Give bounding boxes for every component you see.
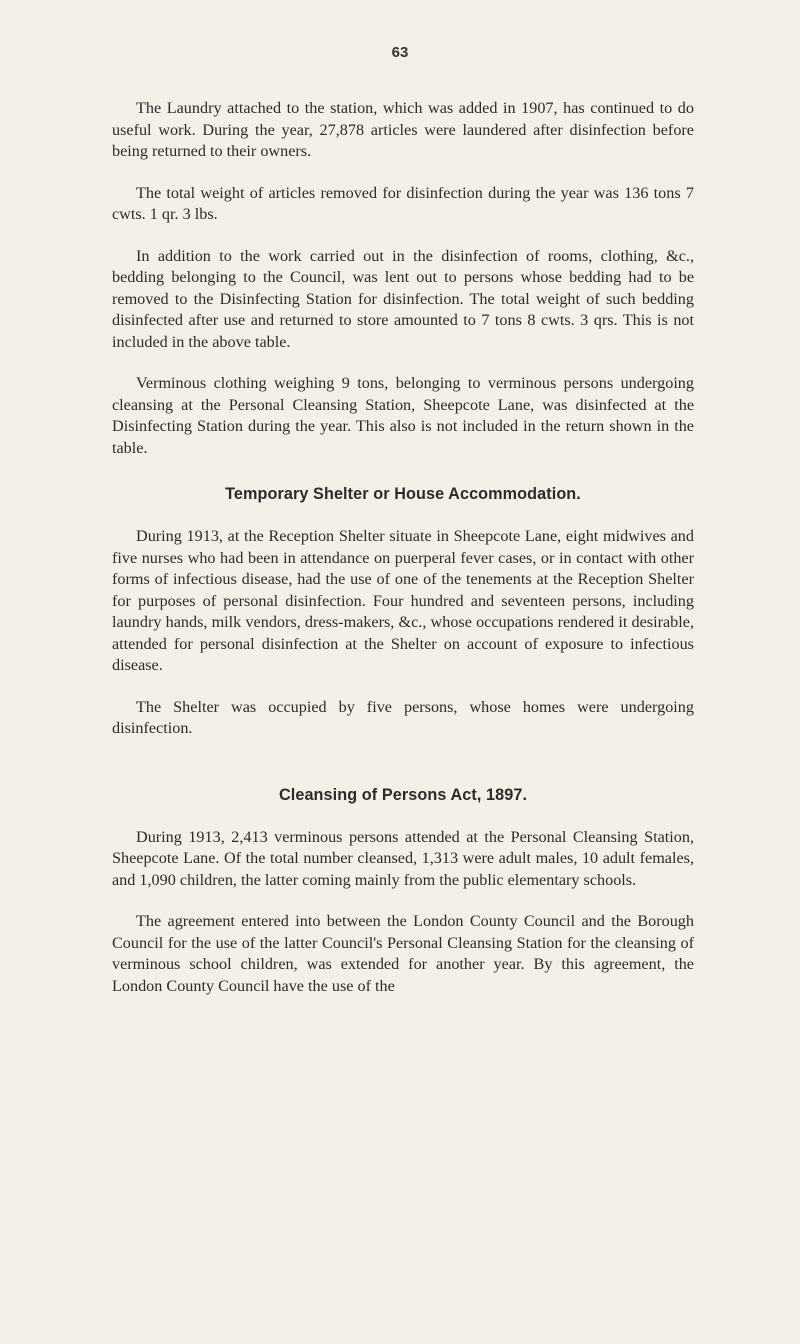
section-heading-cleansing-of-persons: Cleansing of Persons Act, 1897. — [278, 785, 528, 804]
page-number: 63 — [391, 44, 409, 61]
paragraph-laundry: The Laundry attached to the station, which was added in 1907, has continued to do useful work. During the year, 27,878 articles were laundered after disinfection before being returned to their owners. — [112, 99, 694, 160]
paragraph-reception-shelter: During 1913, at the Reception Shelter situate in Sheepcote Lane, eight midwives and five nurses who had been in attendance on puerperal fever cases, or in contact with other forms of infectious disease, had the use of one of the tenements at the Reception Shelter for purposes of personal disinfection. Four hundred and seventeen persons, including laundry hands, milk vendors, dress-makers, &c., whose occupations rendered it desirable, attended for personal disinfection at the Shelter on account of exposure to infectious disease. — [112, 527, 694, 674]
page-content — [112, 98, 694, 997]
section-heading-temporary-shelter: Temporary Shelter or House Accommodation. — [225, 485, 581, 503]
paragraph-shelter-occupied: The Shelter was occupied by five persons, whose homes were undergoing disinfection. — [112, 697, 694, 737]
paragraph-total-weight: The total weight of articles removed for disinfection during the year was 136 tons 7 cwts. 1 qr. 3 lbs. — [112, 183, 694, 223]
paragraph-bedding: In addition to the work carried out in the disinfection of rooms, clothing, &c., bedding belonging to the Council, was lent out to persons whose bedding had to be removed to the Disinfecting Station for disinfection. The total weight of such bedding disinfected after use and returned to store amounted to 7 tons 8 cwts. 3 qrs. This is not included in the above table. — [112, 246, 694, 351]
paragraph-cleansing-station: During 1913, 2,413 verminous persons attended at the Personal Cleansing Station, Sheepcote Lane. Of the total number cleansed, 1,313 were adult males, 10 adult females, and 1,090 children, the latter coming mainly from the public elementary schools. — [112, 827, 694, 889]
paragraph-agreement: The agreement entered into between the London County Council and the Borough Council for the use of the latter Council's Personal Cleansing Station for the cleansing of verminous school children, was extended for another year. By this agreement, the London County Council have the use of the — [112, 912, 694, 995]
paragraph-verminous-clothing: Verminous clothing weighing 9 tons, belonging to verminous persons undergoing cleansing at the Personal Cleansing Station, Sheepcote Lane, was disinfected at the Disinfecting Station during the year. This also is not included in the return shown in the table. — [112, 374, 694, 457]
